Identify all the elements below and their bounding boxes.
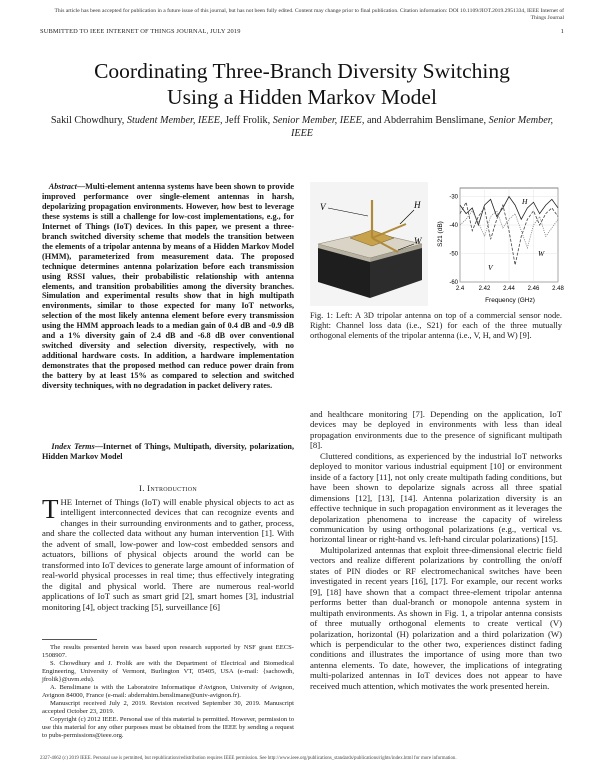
author-2-role: Senior Member, IEEE, bbox=[272, 115, 365, 126]
plot-label-v: V bbox=[488, 263, 493, 272]
title-line-1: Coordinating Three-Branch Diversity Switching bbox=[94, 59, 510, 83]
channel-loss-plot bbox=[434, 182, 562, 306]
footnote-copyright: Copyright (c) 2012 IEEE. Personal use of this material is permitted. However, permission to use this material for any other purposes must be obtained from the IEEE by sending a request to pubs-permissions@ieee.org. bbox=[42, 716, 294, 739]
index-terms bbox=[42, 442, 294, 462]
page-number: 1 bbox=[560, 28, 564, 35]
author-list bbox=[40, 114, 564, 140]
abstract-label: Abstract bbox=[48, 182, 77, 191]
intro-lead: HE bbox=[60, 497, 73, 507]
running-head-text: SUBMITTED TO IEEE INTERNET OF THINGS JOURNAL, JULY 2019 bbox=[40, 28, 241, 35]
footnote-affiliation-1: S. Chowdhury and J. Frolik are with the Department of Electrical and Biomedical Engineering, University of Vermont, Burlington VT, 05405, USA (e-mail: {sachowdh, jfrolik}@uvm.edu). bbox=[42, 660, 294, 683]
plot-label-w: W bbox=[538, 249, 545, 258]
x-tick-label: 2.46 bbox=[527, 286, 540, 292]
photo-label-w: W bbox=[414, 236, 422, 246]
abstract-text: —Multi-element antenna systems have been shown to provide improved performance over single-element antennas in harsh, depolarizing propagation environments. However, how best to leverage these systems is still a challenge for low-cost implementations, e.g., for Internet of Things (IoT) devices. In this paper, we present a three-branch switched diversity scheme that models the transition between the elements of a tripolar antenna by means of a Hidden Markov Model (HMM), parameterized from measurement data. The proposed technique determines antenna polarization before each transmission using RSSI values, their probabilistic relationship with antenna elements, and transition probabilities among the diversity branches. Simulation and experimental results show that in high multipath environments, similar to those expected for many IoT networks, selection of the most likely antenna element before every transmission using the HMM approach leads to a median gain of 0.4 dB and -0.9 dB and a 1% diversity gain of 2.4 dB and -6.8 dB over conventional switched diversity and selection diversity, respectively, with no additional hardware costs. In addition, a hardware implementation demonstrates that the proposed method can reduce power drain from the battery by at least 15% as compared to selection and switched diversity techniques, with no degradation in packet delivery rates. bbox=[42, 182, 294, 391]
y-tick-label: -40 bbox=[449, 223, 458, 230]
author-1-name: Sakil Chowdhury, bbox=[50, 115, 125, 126]
drop-cap: T bbox=[42, 494, 59, 524]
publication-notice: This article has been accepted for publication in a future issue of this journal, but has not been fully edited. Content may change prior to final publication. Citation information: DOI 10.1109/JIOT.2019.2951334, IEEE Internet of Things Journal bbox=[54, 8, 564, 21]
figure-caption: Fig. 1: Left: A 3D tripolar antenna on top of a commercial sensor node. Right: Channel loss data (i.e., S21) for each of the three mutually orthogonal elements of the tripolar antenna (i.e., V, H, and W) [9]. bbox=[310, 311, 562, 341]
running-head bbox=[40, 28, 564, 35]
author-1-role: Student Member, IEEE, bbox=[126, 115, 223, 126]
plot-label-h: H bbox=[522, 197, 528, 206]
x-tick-label: 2.4 bbox=[455, 286, 465, 292]
x-axis-label: Frequency (GHz) bbox=[485, 297, 535, 304]
right-column-text bbox=[310, 409, 562, 691]
x-tick-label: 2.44 bbox=[503, 286, 515, 292]
antenna-photo bbox=[310, 182, 428, 306]
abstract bbox=[42, 182, 294, 391]
y-tick-label: -30 bbox=[449, 194, 458, 201]
figure-1 bbox=[310, 182, 562, 306]
x-tick-label: 2.42 bbox=[478, 286, 491, 292]
y-axis-label: S21 (dB) bbox=[437, 221, 444, 247]
x-tick-label: 2.48 bbox=[552, 286, 564, 292]
footnote-funding: The results presented herein was based upon research supported by NSF grant EECS-1508907. bbox=[42, 644, 294, 659]
section-heading-introduction: I. Introduction bbox=[139, 483, 197, 493]
author-3-name: and Abderrahim Benslimane, bbox=[366, 115, 487, 126]
index-terms-label: Index Terms bbox=[51, 442, 95, 451]
author-3-role: Senior Member, IEEE bbox=[290, 115, 554, 139]
y-tick-label: -50 bbox=[449, 251, 458, 258]
index-terms-text: —Internet of Things, Multipath, diversity, polarization, Hidden Markov Model bbox=[42, 442, 295, 461]
photo-label-h: H bbox=[414, 200, 421, 210]
introduction-text bbox=[42, 494, 294, 612]
title-line-2: Using a Hidden Markov Model bbox=[167, 85, 437, 109]
photo-label-v: V bbox=[320, 202, 326, 212]
paper-title bbox=[40, 58, 564, 110]
intro-paragraph: Internet of Things (IoT) will enable physical objects to act as intelligent interconnected devices that can recognize events and changes in their surrounding environments and to gather, process, and share the collected data without any human intervention [1]. With the advent of small, low-power and low-cost embedded sensors and actuators, billions of physical objects around the world can be transformed into IoT devices to generate large amount of information of real-world physical processes in real time; thus effectively integrating the digital and physical world. There are numerous real-world applications of IoT such as smart grid [2], smart homes [3], industrial monitoring [4], object tracking [5], surveillance [6] bbox=[42, 497, 294, 612]
right-paragraph-3: Multipolarized antennas that exploit three-dimensional electric field vectors and realize different polarizations by controlling the on/off states of PIN diodes or RF electromechanical switches have been investigated in recent years [16], [17]. For example, our recent works [9], [18] have shown that a compact three-element tripolar antenna performs better than dual-branch or monopole antenna system in multipath environments. As shown in Fig. 1, a tripolar antenna consists of three mutually orthogonal elements to create vertical (V) polarization, horizontal (H) polarization and a third polarization (W) which is perpendicular to the other two, experiences distinct fading conditions and illustrates the importance of using more than two antenna elements. To date, however, the implications of integrating multi-polarized antennas in IoT devices does not appear to have received much attention, which motivates the work presented herein. bbox=[310, 544, 562, 691]
author-2-name: Jeff Frolik, bbox=[225, 115, 271, 126]
right-paragraph-2: Cluttered conditions, as experienced by the industrial IoT networks deployed to monitor various industrial equipment [10] or environment inside of a factory [11], not only create multipath fading conditions, but have been shown to depolarize signals across all three spatial dimensions [12], [13], [14]. Antenna polarization diversity is an effective technique in such propagation environment as it leverages the depolarization phenomena to increase the capacity of wireless communication by using orthogonal polarizations (e.g., vertical vs. horizontal linear or right-hand vs. left-hand circular polarizations) [15]. bbox=[310, 450, 562, 545]
copyright-footer: 2327-4662 (c) 2019 IEEE. Personal use is permitted, but republication/redistribution requires IEEE permission. See http://www.ieee.org/publications_standards/publications/rights/index.html for more information. bbox=[40, 756, 457, 761]
right-paragraph-1: and healthcare monitoring [7]. Depending on the application, IoT devices may be deployed in environments with less than ideal propagation environments due to the presence of significant multipath [8]. bbox=[310, 409, 562, 451]
y-tick-label: -60 bbox=[449, 280, 458, 286]
footnote-manuscript-dates: Manuscript received July 2, 2019. Revision received September 30, 2019. Manuscript accepted October 23, 2019. bbox=[42, 700, 294, 715]
footnote-rule bbox=[42, 639, 97, 640]
footnote-affiliation-2: A. Benslimane is with the Laboratoire Informatique d'Avignon, University of Avignon, Avignon 84000, France (e-mail: abderrahim.benslimane@univ-avignon.fr). bbox=[42, 684, 294, 699]
footnotes bbox=[42, 644, 294, 740]
